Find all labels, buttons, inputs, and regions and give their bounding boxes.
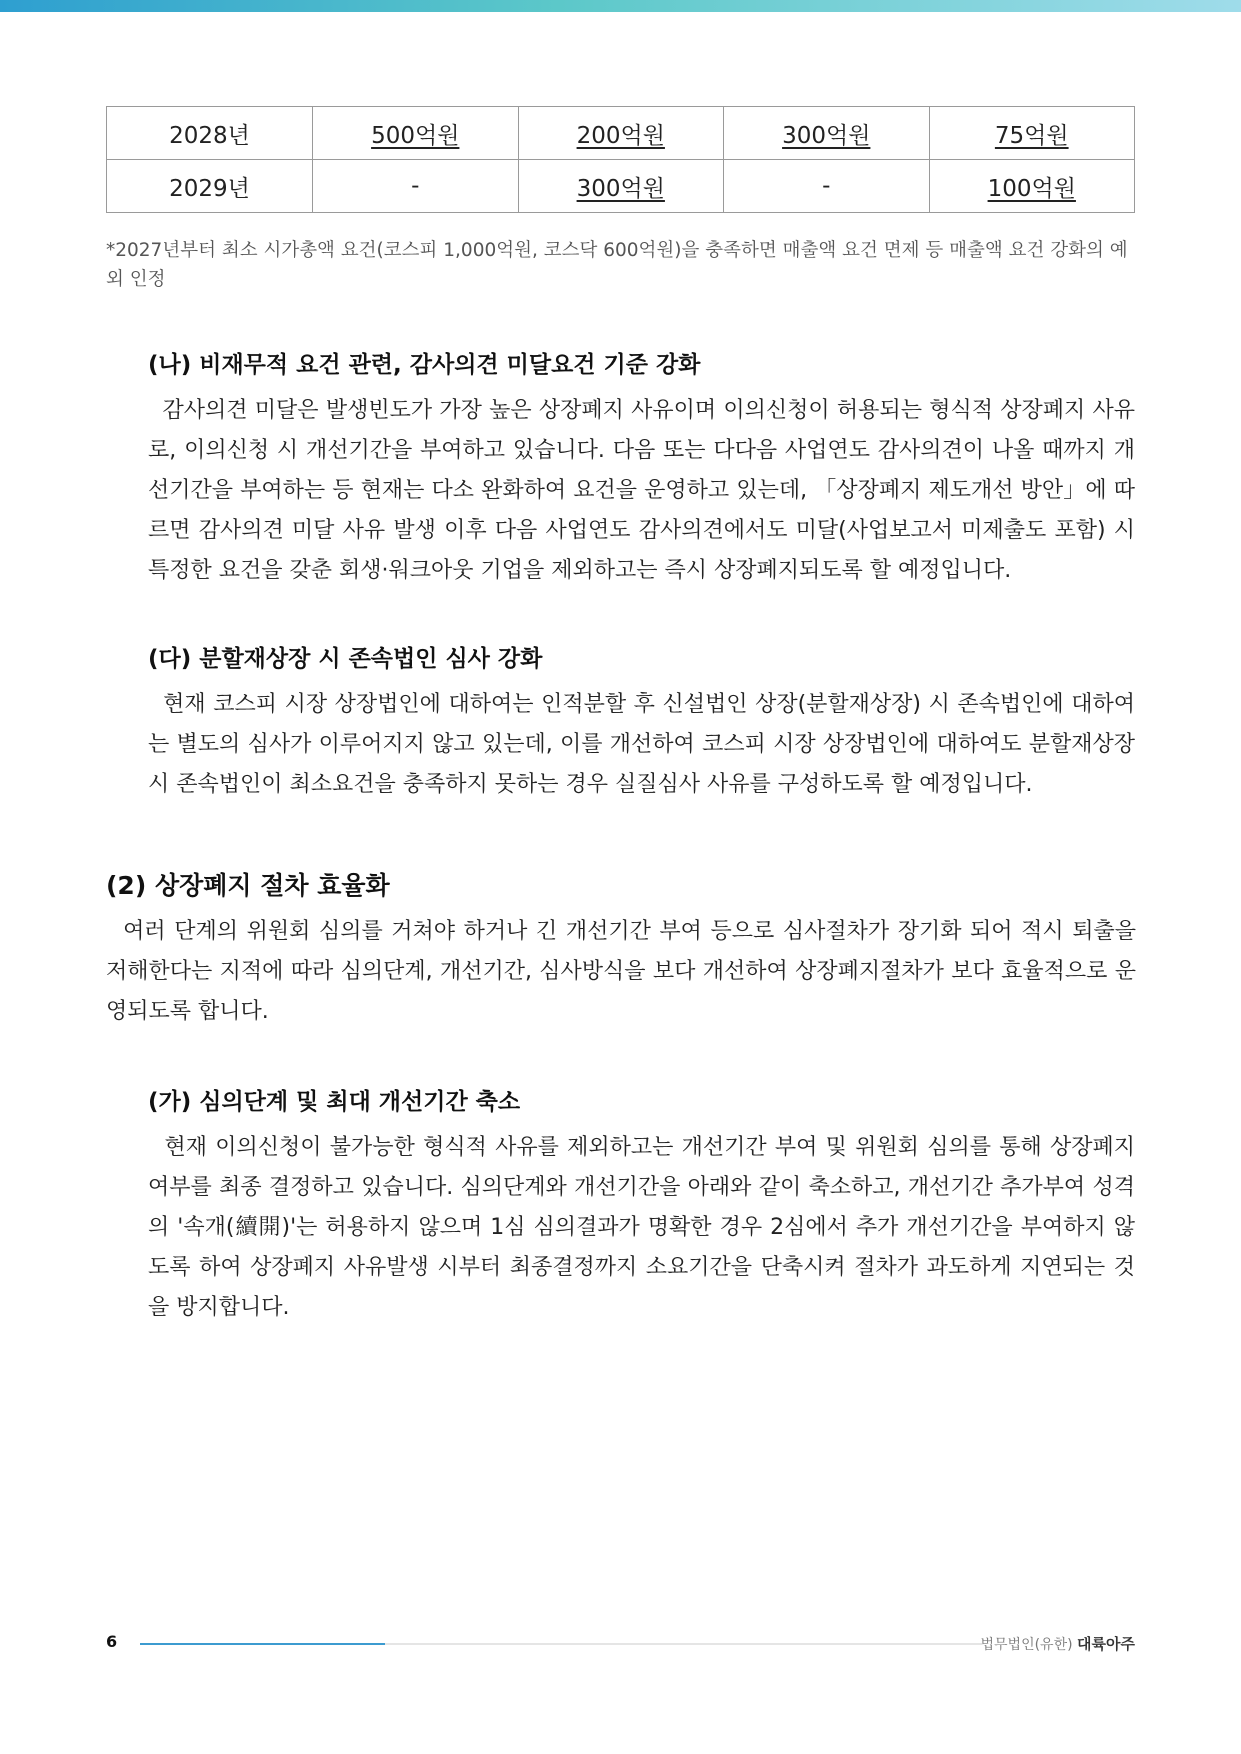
firm-prefix: 법무법인(유한) (980, 1637, 1073, 1653)
firm-brand: 대륙아주 (1077, 1635, 1135, 1653)
table-cell: 75억원 (929, 107, 1135, 160)
table-footnote: *2027년부터 최소 시가총액 요건(코스피 1,000억원, 코스닥 600억원)을 충족하면 매출액 요건 면제 등 매출액 요건 강화의 예외 인정 (106, 240, 1128, 290)
section-na-body: 감사의견 미달은 발생빈도가 가장 높은 상장폐지 사유이며 이의신청이 허용되는 형식적 상장폐지 사유로, 이의신청 시 개선기간을 부여하고 있습니다. 다음 또는 다다음 사업연도 감사의견이 나올 때까지 개선기간을 부여하는 등 현재는 다소 완화하여 요건을 운영하고 있는데, 「상장폐지 제도개선 방안」에 따르면 감사의견 미달 사유 발생 이후 다음 사업연도 감사의견에서도 미달(사업보고서 미제출도 포함) 시 특정한 요건을 갖춘 회생·워크아웃 기업을 제외하고는 즉시 상장폐지되도록 할 예정입니다. (148, 398, 1135, 583)
footer-rule-accent (140, 1643, 385, 1645)
section-na-heading: (나) 비재무적 요건 관련, 감사의견 미달요건 기준 강화 (148, 352, 701, 378)
table-cell: 200억원 (518, 107, 724, 160)
footer-rule (140, 1643, 982, 1645)
section-ga-heading: (가) 심의단계 및 최대 개선기간 축소 (148, 1089, 521, 1115)
section-da-body: 현재 코스피 시장 상장법인에 대하여는 인적분할 후 신설법인 상장(분할재상장) 시 존속법인에 대하여는 별도의 심사가 이루어지지 않고 있는데, 이를 개선하여 코스피 시장 상장법인에 대하여도 분할재상장 시 존속법인이 최소요건을 충족하지 못하는 경우 실질심사 사유를 구성하도록 할 예정입니다. (148, 692, 1135, 797)
section-2-heading: (2) 상장폐지 절차 효율화 (106, 871, 390, 900)
table-row (107, 107, 1135, 160)
page-number: 6 (106, 1632, 118, 1651)
table-cell: 300억원 (724, 107, 930, 160)
section-da-heading: (다) 분할재상장 시 존속법인 심사 강화 (148, 646, 543, 672)
table-cell-year: 2029년 (107, 160, 313, 213)
table-row (107, 160, 1135, 213)
section-ga-body: 현재 이의신청이 불가능한 형식적 사유를 제외하고는 개선기간 부여 및 위원회 심의를 통해 상장폐지 여부를 최종 결정하고 있습니다. 심의단계와 개선기간을 아래와 같이 축소하고, 개선기간 추가부여 성격의 '속개(續開)'는 허용하지 않으며 1심 심의결과가 명확한 경우 2심에서 추가 개선기간을 부여하지 않도록 하여 상장폐지 사유발생 시부터 최종결정까지 소요기간을 단축시켜 절차가 과도하게 지연되는 것을 방지합니다. (148, 1135, 1135, 1320)
firm-name (981, 1633, 1136, 1654)
top-accent-bar (0, 0, 1241, 12)
section-2-body: 여러 단계의 위원회 심의를 거쳐야 하거나 긴 개선기간 부여 등으로 심사절차가 장기화 되어 적시 퇴출을 저해한다는 지적에 따라 심의단계, 개선기간, 심사방식을 보다 개선하여 상장폐지절차가 보다 효율적으로 운영되도록 합니다. (106, 919, 1136, 1024)
table-cell: 300억원 (518, 160, 724, 213)
table-cell-year: 2028년 (107, 107, 313, 160)
table-cell: 500억원 (313, 107, 519, 160)
threshold-table (106, 106, 1135, 213)
table-cell: - (313, 160, 519, 213)
table-cell: 100억원 (929, 160, 1135, 213)
table-cell: - (724, 160, 930, 213)
